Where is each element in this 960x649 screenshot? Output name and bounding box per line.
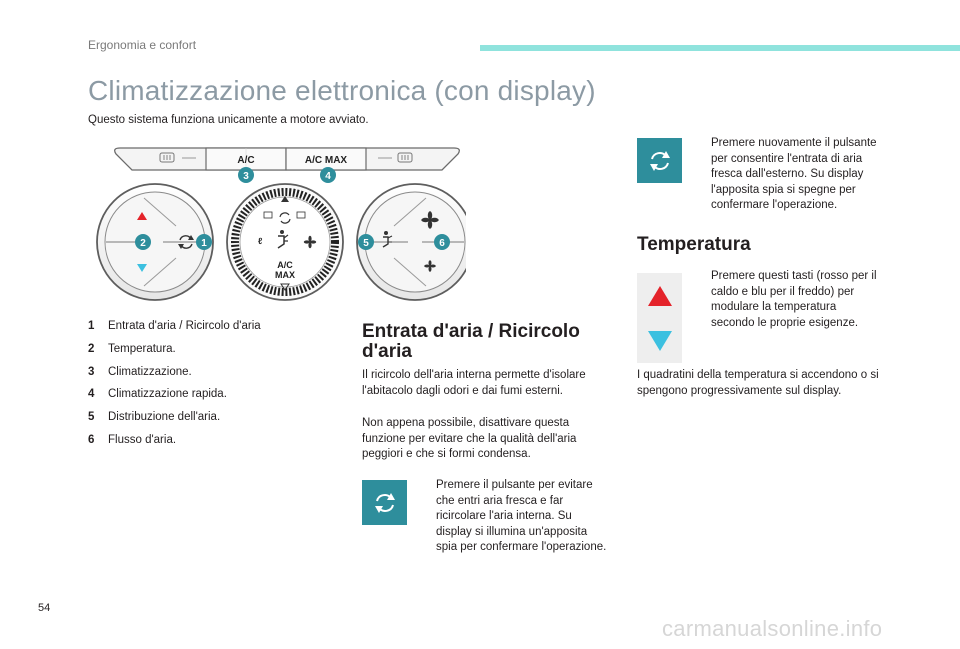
recirc-heading: Entrata d'aria / Ricircolo d'aria: [362, 321, 580, 362]
recirc-bullet-off: [692, 136, 892, 214]
recirc-paragraph-2: Non appena possibile, disattivare questa funzione per evitare che la qualità dell'aria peggiori e che si formi condensa.: [362, 417, 577, 460]
svg-text:6: 6: [439, 238, 445, 249]
center-display-dial: [227, 184, 343, 300]
climate-panel-diagram: [96, 140, 466, 310]
legend-num: 2: [88, 342, 95, 355]
callout-1: [196, 234, 212, 250]
callout-4: [320, 167, 336, 183]
legend-item: [88, 366, 338, 389]
recirc-paragraph-1: Il ricircolo dell'aria interna permette d'isolare l'abitacolo dagli odori e dai fumi esterni.: [362, 369, 586, 397]
recirc-button-icon: [362, 480, 407, 525]
temperature-note: I quadratini della temperatura si accendono o si spengono progressivamente sul display.: [637, 369, 879, 397]
page-title: Climatizzazione elettronica (con display): [88, 75, 596, 106]
legend-num: 3: [88, 365, 95, 378]
section-label: Ergonomia e confort: [88, 38, 197, 52]
legend-text: Climatizzazione rapida.: [108, 388, 227, 401]
legend-num: 1: [88, 320, 95, 332]
bullet-text: Premere questi tasti (rosso per il caldo e blu per il freddo) per modulare la temperatura secondo le proprie esigenze.: [711, 270, 877, 329]
legend-item: [88, 320, 338, 343]
legend-num: 4: [88, 388, 95, 401]
intro-text: Questo sistema funziona unicamente a motore avviato.: [88, 114, 369, 126]
legend-text: Distribuzione dell'aria.: [108, 411, 221, 424]
header-accent-bar: [480, 45, 960, 51]
bullet-text: Premere nuovamente il pulsante per consentire l'entrata di aria fresca dall'esterno. Su display l'apposita spia si spegne per confermare l'operazione.: [711, 137, 877, 211]
ac-button-label: A/C: [237, 155, 255, 166]
top-button-bar: [115, 148, 460, 170]
recirc-bullet-on: [417, 478, 607, 556]
left-knob: [97, 184, 213, 300]
svg-text:2: 2: [140, 238, 146, 249]
fresh-air-button-icon: [637, 138, 682, 183]
callout-5: [358, 234, 374, 250]
legend-item: [88, 388, 338, 411]
callout-3: [238, 167, 254, 183]
legend-item: [88, 343, 338, 366]
legend-text: Climatizzazione.: [108, 365, 192, 378]
legend-list: [88, 320, 338, 457]
callout-6: [434, 234, 450, 250]
temperature-heading: Temperatura: [637, 234, 751, 255]
bullet-text: Premere il pulsante per evitare che entri aria fresca e far ricircolare l'aria interna. Su display si illumina un'apposita spia per confermare l'operazione.: [436, 479, 607, 553]
temp-hot-button: [637, 273, 682, 318]
ac-max-button-label: A/C MAX: [304, 155, 348, 166]
bullet-symbol: [417, 478, 436, 556]
callout-2: [135, 234, 151, 250]
legend-text: Flusso d'aria.: [108, 433, 177, 446]
legend-item: [88, 434, 338, 457]
temp-cold-button: [637, 318, 682, 363]
legend-num: 6: [88, 433, 95, 446]
bullet-symbol: [692, 136, 711, 214]
watermark: carmanualsonline.info: [662, 616, 883, 641]
legend-item: [88, 411, 338, 434]
svg-text:ℓ: ℓ: [258, 236, 263, 246]
svg-text:1: 1: [201, 238, 207, 249]
bullet-symbol: [692, 269, 711, 331]
temp-down-icon: [647, 329, 673, 353]
svg-text:3: 3: [243, 171, 249, 182]
page-number: 54: [38, 602, 51, 614]
legend-text: Temperatura.: [108, 342, 176, 355]
legend-num: 5: [88, 411, 95, 424]
display-ac-label: A/C: [277, 260, 293, 270]
svg-text:4: 4: [325, 171, 331, 182]
recirculation-icon: [645, 146, 675, 176]
svg-text:5: 5: [363, 238, 369, 249]
recirculation-icon: [370, 488, 400, 518]
legend-text: Entrata d'aria / Ricircolo d'aria: [108, 320, 261, 332]
temp-up-icon: [647, 284, 673, 308]
display-max-label: MAX: [275, 270, 295, 280]
temperature-bullet: [692, 269, 882, 331]
